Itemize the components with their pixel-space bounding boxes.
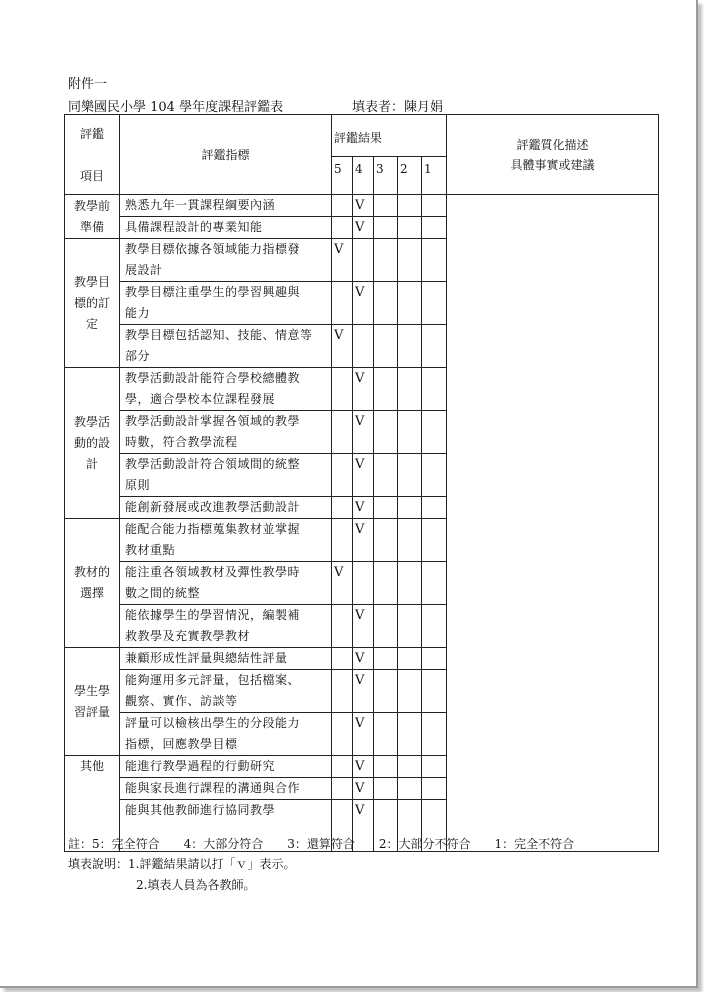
score-cell-4[interactable] xyxy=(353,519,374,562)
score-cell-5[interactable] xyxy=(332,519,353,562)
category-cell xyxy=(65,195,120,239)
score-cell-5[interactable] xyxy=(332,670,353,713)
category-cell xyxy=(65,239,120,368)
category-label: 標的訂 xyxy=(73,295,110,310)
check-mark-icon: V xyxy=(355,608,365,623)
score-cell-4[interactable] xyxy=(353,282,374,325)
score-cell-3[interactable] xyxy=(374,605,398,648)
score-cell-2[interactable] xyxy=(398,282,422,325)
indicator-line: 評量可以檢核出學生的分段能力 xyxy=(125,716,301,730)
check-mark-icon: V xyxy=(355,716,365,731)
indicator-line: 教學目標包括認知、技能、情意等 xyxy=(125,328,313,342)
score-cell-3[interactable] xyxy=(374,713,398,756)
header-score-1: 1 xyxy=(422,157,447,195)
indicator-line: 兼顧形成性評量與總結性評量 xyxy=(125,651,288,665)
category-label: 教學目 xyxy=(73,274,110,289)
score-cell-5[interactable] xyxy=(332,648,353,670)
indicator-text xyxy=(120,670,332,713)
check-mark-icon: V xyxy=(334,242,344,257)
check-mark-icon: V xyxy=(355,651,365,666)
indicator-text xyxy=(120,778,332,800)
score-cell-3[interactable] xyxy=(374,454,398,497)
indicator-text xyxy=(120,195,332,217)
category-label: 計 xyxy=(85,456,98,471)
score-cell-2[interactable] xyxy=(398,217,422,239)
category-label: 學生學 xyxy=(73,683,110,698)
category-label: 習評量 xyxy=(73,704,110,719)
check-mark-icon: V xyxy=(355,781,365,796)
score-cell-1[interactable] xyxy=(422,670,447,713)
indicator-text xyxy=(120,648,332,670)
score-cell-3[interactable] xyxy=(374,648,398,670)
indicator-text xyxy=(120,368,332,411)
check-mark-icon: V xyxy=(355,673,365,688)
header-indicator: 評鑑指標 xyxy=(120,115,332,195)
score-cell-5[interactable] xyxy=(332,756,353,778)
header-score-4: 4 xyxy=(353,157,374,195)
score-cell-3[interactable] xyxy=(374,497,398,519)
indicator-line: 能與其他教師進行協同教學 xyxy=(125,803,276,817)
score-cell-3[interactable] xyxy=(374,368,398,411)
score-cell-4[interactable] xyxy=(353,195,374,217)
score-cell-2[interactable] xyxy=(398,670,422,713)
category-cell xyxy=(65,648,120,756)
indicator-line: 展設計 xyxy=(125,263,163,277)
score-cell-1[interactable] xyxy=(422,497,447,519)
score-cell-5[interactable] xyxy=(332,325,353,368)
indicator-text xyxy=(120,325,332,368)
score-cell-1[interactable] xyxy=(422,713,447,756)
indicator-line: 教材重點 xyxy=(125,543,176,557)
check-mark-icon: V xyxy=(355,285,365,300)
score-cell-2[interactable] xyxy=(398,756,422,778)
score-cell-3[interactable] xyxy=(374,519,398,562)
score-cell-5[interactable] xyxy=(332,368,353,411)
indicator-line: 能夠運用多元評量，包括檔案、 xyxy=(125,673,301,687)
score-cell-3[interactable] xyxy=(374,239,398,282)
score-cell-1[interactable] xyxy=(422,562,447,605)
category-cell xyxy=(65,519,120,648)
score-cell-1[interactable] xyxy=(422,325,447,368)
score-cell-5[interactable] xyxy=(332,562,353,605)
score-cell-1[interactable] xyxy=(422,217,447,239)
score-cell-4[interactable] xyxy=(353,670,374,713)
score-cell-4[interactable] xyxy=(353,454,374,497)
score-cell-2[interactable] xyxy=(398,411,422,454)
score-cell-4[interactable] xyxy=(353,778,374,800)
score-cell-5[interactable] xyxy=(332,195,353,217)
score-cell-5[interactable] xyxy=(332,778,353,800)
header-score-2: 2 xyxy=(398,157,422,195)
score-cell-2[interactable] xyxy=(398,519,422,562)
indicator-line: 熟悉九年一貫課程綱要內涵 xyxy=(125,198,276,212)
score-cell-4[interactable] xyxy=(353,411,374,454)
score-cell-2[interactable] xyxy=(398,368,422,411)
indicator-line: 學，適合學校本位課程發展 xyxy=(125,392,276,406)
category-label: 教學前 xyxy=(73,198,110,213)
header-score-3: 3 xyxy=(374,157,398,195)
score-cell-1[interactable] xyxy=(422,368,447,411)
instructions-item-1: 填表說明：1.評鑑結果請以打「ｖ」表示。 xyxy=(68,857,296,871)
indicator-line: 能依據學生的學習情況，編製補 xyxy=(125,608,301,622)
indicator-line: 具備課程設計的專業知能 xyxy=(125,220,263,234)
score-cell-4[interactable] xyxy=(353,562,374,605)
score-cell-4[interactable] xyxy=(353,217,374,239)
score-cell-5[interactable] xyxy=(332,454,353,497)
score-cell-2[interactable] xyxy=(398,239,422,282)
evaluation-table xyxy=(64,114,659,852)
score-cell-2[interactable] xyxy=(398,562,422,605)
score-cell-4[interactable] xyxy=(353,605,374,648)
score-cell-1[interactable] xyxy=(422,454,447,497)
score-cell-5[interactable] xyxy=(332,239,353,282)
score-cell-3[interactable] xyxy=(374,562,398,605)
score-cell-2[interactable] xyxy=(398,648,422,670)
indicator-line: 教學活動設計符合領域間的統整 xyxy=(125,457,301,471)
indicator-text xyxy=(120,239,332,282)
indicator-line: 原則 xyxy=(125,478,151,492)
score-cell-5[interactable] xyxy=(332,411,353,454)
score-cell-3[interactable] xyxy=(374,756,398,778)
score-cell-5[interactable] xyxy=(332,713,353,756)
header-category-line1: 評鑑 xyxy=(79,126,104,141)
score-cell-4[interactable] xyxy=(353,239,374,282)
indicator-line: 能進行教學過程的行動研究 xyxy=(125,759,276,773)
header-category xyxy=(65,115,120,195)
score-cell-2[interactable] xyxy=(398,325,422,368)
score-cell-3[interactable] xyxy=(374,217,398,239)
indicator-line: 能創新發展或改進教學活動設計 xyxy=(125,500,301,514)
category-label: 教學活 xyxy=(73,414,110,429)
score-cell-1[interactable] xyxy=(422,605,447,648)
score-cell-1[interactable] xyxy=(422,648,447,670)
check-mark-icon: V xyxy=(355,198,365,213)
check-mark-icon: V xyxy=(355,759,365,774)
score-cell-5[interactable] xyxy=(332,497,353,519)
score-cell-2[interactable] xyxy=(398,778,422,800)
indicator-text xyxy=(120,217,332,239)
indicator-line: 能注重各領域教材及彈性教學時 xyxy=(125,565,301,579)
score-cell-2[interactable] xyxy=(398,713,422,756)
score-cell-2[interactable] xyxy=(398,605,422,648)
indicator-text xyxy=(120,562,332,605)
score-cell-4[interactable] xyxy=(353,713,374,756)
check-mark-icon: V xyxy=(355,414,365,429)
category-label: 其他 xyxy=(79,759,104,773)
check-mark-icon: V xyxy=(355,500,365,515)
category-label: 教材的 xyxy=(73,565,110,579)
score-cell-1[interactable] xyxy=(422,756,447,778)
indicator-line: 教學活動設計能符合學校總體教 xyxy=(125,371,301,385)
indicator-text xyxy=(120,411,332,454)
score-cell-3[interactable] xyxy=(374,282,398,325)
score-cell-4[interactable] xyxy=(353,756,374,778)
header-description-line1: 評鑑質化描述 xyxy=(516,138,589,152)
indicator-text xyxy=(120,713,332,756)
indicator-line: 能配合能力指標蒐集教材並掌握 xyxy=(125,522,301,536)
score-cell-3[interactable] xyxy=(374,411,398,454)
indicator-line: 教學活動設計掌握各領域的教學 xyxy=(125,414,301,428)
indicator-text xyxy=(120,282,332,325)
indicator-line: 數之間的統整 xyxy=(125,586,201,600)
check-mark-icon: V xyxy=(355,803,365,818)
score-cell-1[interactable] xyxy=(422,282,447,325)
score-cell-4[interactable] xyxy=(353,497,374,519)
check-mark-icon: V xyxy=(355,457,365,472)
instructions-item-2: 2.填表人員為各教師。 xyxy=(136,878,256,892)
score-cell-5[interactable] xyxy=(332,217,353,239)
score-cell-2[interactable] xyxy=(398,195,422,217)
indicator-line: 能與家長進行課程的溝通與合作 xyxy=(125,781,301,795)
score-cell-1[interactable] xyxy=(422,778,447,800)
category-label: 準備 xyxy=(79,219,104,234)
score-legend-note: 註：5：完全符合 4：大部分符合 3：還算符合 2：大部分不符合 1：完全不符合 xyxy=(68,837,575,851)
indicator-line: 指標，回應教學目標 xyxy=(125,737,238,751)
score-cell-5[interactable] xyxy=(332,605,353,648)
score-cell-1[interactable] xyxy=(422,411,447,454)
indicator-line: 部分 xyxy=(125,349,151,363)
category-label: 動的設 xyxy=(73,435,110,450)
indicator-text xyxy=(120,605,332,648)
check-mark-icon: V xyxy=(355,371,365,386)
indicator-line: 教學目標依據各領域能力指標發 xyxy=(125,242,301,256)
indicator-line: 觀察、實作、訪談等 xyxy=(125,694,238,708)
score-cell-3[interactable] xyxy=(374,778,398,800)
check-mark-icon: V xyxy=(355,522,365,537)
score-cell-3[interactable] xyxy=(374,195,398,217)
category-label: 選擇 xyxy=(79,586,104,600)
score-cell-4[interactable] xyxy=(353,648,374,670)
category-cell xyxy=(65,368,120,519)
header-score-5: 5 xyxy=(332,157,353,195)
score-cell-2[interactable] xyxy=(398,497,422,519)
score-cell-4[interactable] xyxy=(353,368,374,411)
indicator-line: 教學目標注重學生的學習興趣與 xyxy=(125,285,301,299)
indicator-row xyxy=(65,195,659,217)
score-cell-1[interactable] xyxy=(422,519,447,562)
score-cell-4[interactable] xyxy=(353,325,374,368)
check-mark-icon: V xyxy=(355,220,365,235)
score-cell-5[interactable] xyxy=(332,282,353,325)
check-mark-icon: V xyxy=(334,328,344,343)
score-cell-2[interactable] xyxy=(398,454,422,497)
score-cell-1[interactable] xyxy=(422,195,447,217)
indicator-line: 時數，符合教學流程 xyxy=(125,435,238,449)
form-title: 同樂國民小學 104 學年度課程評鑑表 xyxy=(68,100,284,115)
header-description xyxy=(447,115,659,195)
indicator-text xyxy=(120,756,332,778)
indicator-text xyxy=(120,497,332,519)
header-category-line2: 項目 xyxy=(79,168,104,183)
header-result: 評鑑結果 xyxy=(332,115,447,157)
category-label: 定 xyxy=(85,316,98,331)
attachment-label: 附件一 xyxy=(68,77,108,92)
score-cell-3[interactable] xyxy=(374,670,398,713)
indicator-line: 能力 xyxy=(125,306,151,320)
header-description-line2: 具體事實或建議 xyxy=(510,158,595,172)
form-filler: 填表者：陳月娟 xyxy=(352,100,444,115)
indicator-text xyxy=(120,454,332,497)
score-cell-3[interactable] xyxy=(374,325,398,368)
indicator-line: 救教學及充實教學教材 xyxy=(125,629,251,643)
check-mark-icon: V xyxy=(334,565,344,580)
indicator-text xyxy=(120,519,332,562)
qualitative-description-cell[interactable] xyxy=(447,195,659,852)
score-cell-1[interactable] xyxy=(422,239,447,282)
